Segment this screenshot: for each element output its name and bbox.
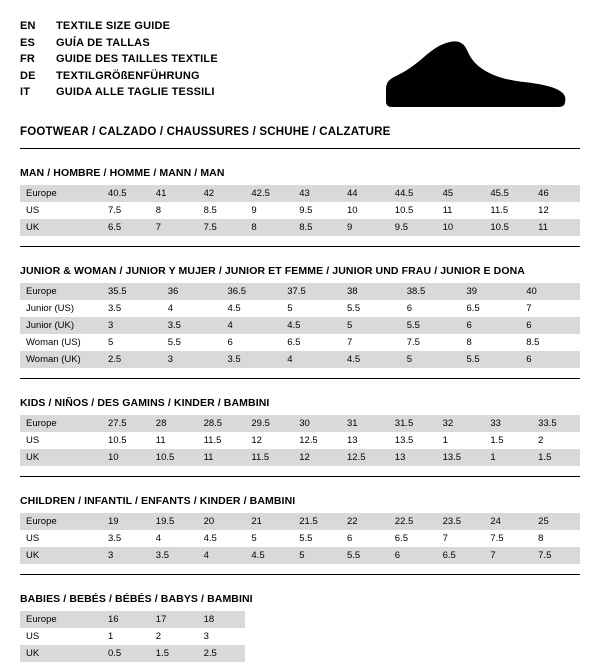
size-cell xyxy=(437,645,485,662)
language-title: GUIDA ALLE TAGLIE TESSILI xyxy=(56,86,215,98)
size-cell: 13.5 xyxy=(394,435,414,446)
size-cell xyxy=(293,645,341,662)
size-cell: 3.5 xyxy=(162,317,222,334)
size-cell: 9.5 xyxy=(299,205,313,216)
size-cell: 13 xyxy=(389,449,437,466)
size-cell: 44 xyxy=(341,185,389,202)
size-cell: 11 xyxy=(155,435,166,446)
table-row xyxy=(20,611,580,628)
size-cell: 7 xyxy=(442,533,448,544)
table-row xyxy=(20,628,580,645)
size-cell: 3 xyxy=(102,317,162,334)
size-cell xyxy=(341,611,389,628)
table-row xyxy=(20,432,580,449)
size-cell: 3.5 xyxy=(108,303,122,314)
size-cell: 4.5 xyxy=(227,303,241,314)
size-cell: 5 xyxy=(401,351,461,368)
size-table xyxy=(20,611,580,662)
row-label: UK xyxy=(20,645,102,662)
size-cell: 4.5 xyxy=(341,351,401,368)
table-row xyxy=(20,185,580,202)
size-cell: 32 xyxy=(437,415,485,432)
size-cell: 11 xyxy=(532,219,580,236)
table-row xyxy=(20,334,580,351)
size-cell: 10.5 xyxy=(484,219,532,236)
size-cell: 7 xyxy=(347,337,353,348)
language-code: DE xyxy=(20,69,36,82)
table-row xyxy=(20,351,580,368)
size-cell: 37.5 xyxy=(281,283,341,300)
row-label: Junior (UK) xyxy=(20,317,102,334)
size-cell: 5.5 xyxy=(167,337,181,348)
size-cell xyxy=(293,628,341,645)
size-cell: 7.5 xyxy=(198,219,246,236)
size-cell xyxy=(389,611,437,628)
size-cell: 2.5 xyxy=(102,351,162,368)
size-cell: 9 xyxy=(341,219,389,236)
size-cell: 6 xyxy=(520,317,580,334)
size-cell: 6.5 xyxy=(102,219,150,236)
size-block-title: MAN / HOMBRE / HOMME / MANN / MAN xyxy=(20,167,225,179)
dress-shoe-icon xyxy=(374,32,574,112)
size-cell: 4 xyxy=(167,303,174,314)
size-block xyxy=(20,167,580,236)
size-cell xyxy=(437,611,485,628)
size-cell: 21.5 xyxy=(293,513,341,530)
size-cell: 11.5 xyxy=(203,435,222,446)
size-block xyxy=(20,593,580,662)
size-cell: 2 xyxy=(155,631,162,642)
table-row xyxy=(20,300,580,317)
size-cell: 39 xyxy=(461,283,521,300)
row-label: Europe xyxy=(20,415,102,432)
size-cell: 8.5 xyxy=(203,205,217,216)
size-cell: 29.5 xyxy=(245,415,293,432)
size-cell xyxy=(437,628,485,645)
size-cell: 5.5 xyxy=(299,533,313,544)
size-cell: 5.5 xyxy=(401,317,461,334)
size-block-title: JUNIOR & WOMAN / JUNIOR Y MUJER / JUNIOR ET FEMME / JUNIOR UND FRAU / JUNIOR E DONA xyxy=(20,265,525,277)
size-cell: 12.5 xyxy=(299,435,318,446)
row-label: UK xyxy=(20,547,102,564)
size-cell: 18 xyxy=(198,611,246,628)
row-label: UK xyxy=(20,219,102,236)
size-cell: 8 xyxy=(155,205,162,216)
size-cell: 25 xyxy=(532,513,580,530)
page-header xyxy=(20,18,580,112)
divider xyxy=(20,148,580,149)
language-row xyxy=(20,18,218,35)
size-cell: 7.5 xyxy=(532,547,580,564)
size-cell: 1.5 xyxy=(150,645,198,662)
size-cell: 5.5 xyxy=(461,351,521,368)
language-title-list xyxy=(20,18,218,101)
footwear-section-heading: FOOTWEAR / CALZADO / CHAUSSURES / SCHUHE / CALZATURE xyxy=(20,126,391,138)
size-cell xyxy=(245,628,293,645)
row-label: Europe xyxy=(20,513,102,530)
size-cell: 33.5 xyxy=(532,415,580,432)
size-cell: 3.5 xyxy=(108,533,122,544)
table-row xyxy=(20,449,580,466)
size-cell: 6 xyxy=(461,317,521,334)
language-code: FR xyxy=(20,53,36,65)
size-block-title: CHILDREN / INFANTIL / ENFANTS / KINDER / BAMBINI xyxy=(20,495,296,507)
size-cell: 7 xyxy=(526,303,532,314)
size-cell: 16 xyxy=(102,611,150,628)
size-cell: 7.5 xyxy=(406,337,420,348)
size-cell: 10.5 xyxy=(394,205,414,216)
size-cell xyxy=(389,645,437,662)
size-cell: 24 xyxy=(484,513,532,530)
size-cell: 10 xyxy=(102,449,150,466)
size-cell: 45.5 xyxy=(484,185,532,202)
size-cell: 4 xyxy=(155,533,162,544)
row-label: Woman (US) xyxy=(26,337,81,348)
size-tables-container xyxy=(20,167,580,662)
size-cell xyxy=(532,628,580,645)
row-label: Europe xyxy=(20,283,102,300)
size-cell: 27.5 xyxy=(102,415,150,432)
size-cell: 23.5 xyxy=(437,513,485,530)
size-table xyxy=(20,415,580,466)
row-label: UK xyxy=(20,449,102,466)
size-cell: 8 xyxy=(538,533,544,544)
size-cell: 3.5 xyxy=(222,351,282,368)
row-label: US xyxy=(26,631,40,642)
size-cell xyxy=(293,611,341,628)
size-cell: 10 xyxy=(437,219,485,236)
size-cell: 4.5 xyxy=(203,533,217,544)
table-row xyxy=(20,547,580,564)
size-cell: 8.5 xyxy=(526,337,540,348)
size-cell: 42.5 xyxy=(245,185,293,202)
size-cell: 1.5 xyxy=(532,449,580,466)
row-label: Europe xyxy=(20,611,102,628)
divider xyxy=(20,378,580,379)
size-cell: 12 xyxy=(293,449,341,466)
size-cell: 17 xyxy=(150,611,198,628)
size-cell: 9 xyxy=(251,205,257,216)
size-cell: 12 xyxy=(538,205,549,216)
size-cell xyxy=(341,628,389,645)
size-cell: 10.5 xyxy=(150,449,198,466)
size-cell: 4 xyxy=(198,547,246,564)
size-cell: 45 xyxy=(437,185,485,202)
table-row xyxy=(20,415,580,432)
size-cell xyxy=(484,628,532,645)
size-cell: 11.5 xyxy=(245,449,293,466)
size-block xyxy=(20,265,580,368)
size-cell: 9.5 xyxy=(389,219,437,236)
size-cell: 21 xyxy=(245,513,293,530)
size-cell: 7.5 xyxy=(108,205,122,216)
size-cell: 5 xyxy=(293,547,341,564)
table-row xyxy=(20,513,580,530)
size-cell: 19.5 xyxy=(150,513,198,530)
size-cell: 4 xyxy=(281,351,341,368)
size-cell: 3 xyxy=(162,351,222,368)
size-cell: 2.5 xyxy=(198,645,246,662)
size-cell: 20 xyxy=(198,513,246,530)
size-cell: 22 xyxy=(341,513,389,530)
row-label: US xyxy=(26,205,40,216)
table-row xyxy=(20,530,580,547)
size-cell: 11 xyxy=(198,449,246,466)
size-cell: 6 xyxy=(227,337,233,348)
size-cell xyxy=(532,611,580,628)
size-cell: 6 xyxy=(520,351,580,368)
size-cell: 35.5 xyxy=(102,283,162,300)
size-cell: 31.5 xyxy=(389,415,437,432)
size-cell: 40 xyxy=(520,283,580,300)
size-cell: 6 xyxy=(346,533,353,544)
language-row xyxy=(20,51,218,68)
table-row xyxy=(20,645,580,662)
language-title: TEXTILE SIZE GUIDE xyxy=(56,20,171,32)
size-cell: 11 xyxy=(442,205,453,216)
size-cell: 28 xyxy=(150,415,198,432)
size-cell: 2 xyxy=(538,435,544,446)
size-table xyxy=(20,185,580,236)
size-cell: 11.5 xyxy=(490,205,509,216)
size-cell: 38.5 xyxy=(401,283,461,300)
row-label: US xyxy=(26,435,40,446)
size-cell: 40.5 xyxy=(102,185,150,202)
size-cell: 5.5 xyxy=(341,547,389,564)
size-cell: 36.5 xyxy=(222,283,282,300)
divider xyxy=(20,574,580,575)
size-cell: 43 xyxy=(293,185,341,202)
size-cell: 8 xyxy=(466,337,472,348)
size-cell xyxy=(484,645,532,662)
language-title: GUIDE DES TAILLES TEXTILE xyxy=(56,53,218,65)
size-cell xyxy=(484,611,532,628)
size-cell: 1 xyxy=(484,449,532,466)
size-cell: 4 xyxy=(222,317,282,334)
size-cell: 3 xyxy=(203,631,209,642)
size-cell: 4.5 xyxy=(281,317,341,334)
size-cell: 4.5 xyxy=(245,547,293,564)
language-row xyxy=(20,84,218,101)
size-cell: 1 xyxy=(442,435,448,446)
language-code: IT xyxy=(20,86,31,98)
size-cell: 6.5 xyxy=(466,303,480,314)
size-cell: 31 xyxy=(341,415,389,432)
size-cell: 7.5 xyxy=(490,533,504,544)
size-cell: 3 xyxy=(102,547,150,564)
size-cell xyxy=(389,628,437,645)
size-table xyxy=(20,513,580,564)
size-cell: 6.5 xyxy=(287,337,301,348)
size-cell: 8.5 xyxy=(293,219,341,236)
size-cell: 42 xyxy=(198,185,246,202)
size-cell: 8 xyxy=(245,219,293,236)
size-cell xyxy=(341,645,389,662)
size-block-title: KIDS / NIÑOS / DES GAMINS / KINDER / BAMBINI xyxy=(20,397,270,409)
size-cell: 13 xyxy=(346,435,358,446)
size-cell: 7 xyxy=(484,547,532,564)
size-cell: 5 xyxy=(341,317,401,334)
language-code: EN xyxy=(20,20,36,32)
size-cell: 12 xyxy=(251,435,262,446)
size-cell: 10 xyxy=(346,205,358,216)
size-block xyxy=(20,495,580,564)
size-cell: 33 xyxy=(484,415,532,432)
size-cell: 5 xyxy=(287,303,293,314)
language-title: TEXTILGRÖßENFÜHRUNG xyxy=(56,69,200,82)
size-cell: 1 xyxy=(108,631,114,642)
row-label: Woman (UK) xyxy=(20,351,102,368)
size-cell: 44.5 xyxy=(389,185,437,202)
language-row xyxy=(20,68,218,85)
table-row xyxy=(20,219,580,236)
size-cell: 7 xyxy=(150,219,198,236)
language-code: ES xyxy=(20,36,36,49)
size-cell: 0.5 xyxy=(102,645,150,662)
divider xyxy=(20,476,580,477)
table-row xyxy=(20,202,580,219)
size-block-title: BABIES / BEBÉS / BÉBÉS / BABYS / BAMBINI xyxy=(20,593,253,605)
size-cell: 36 xyxy=(162,283,222,300)
size-cell: 6.5 xyxy=(437,547,485,564)
size-cell: 3.5 xyxy=(150,547,198,564)
size-cell: 28.5 xyxy=(198,415,246,432)
language-title: GUÍA DE TALLAS xyxy=(56,36,150,49)
size-cell xyxy=(245,611,293,628)
size-cell: 22.5 xyxy=(389,513,437,530)
size-cell: 13.5 xyxy=(437,449,485,466)
table-row xyxy=(20,283,580,300)
size-cell: 19 xyxy=(102,513,150,530)
size-cell: 38 xyxy=(341,283,401,300)
table-row xyxy=(20,317,580,334)
size-cell xyxy=(245,645,293,662)
size-cell: 41 xyxy=(150,185,198,202)
size-cell: 6 xyxy=(406,303,413,314)
size-cell: 10.5 xyxy=(108,435,127,446)
size-cell: 5 xyxy=(108,337,114,348)
size-cell: 46 xyxy=(532,185,580,202)
row-label: Europe xyxy=(20,185,102,202)
size-cell: 12.5 xyxy=(341,449,389,466)
size-table xyxy=(20,283,580,368)
language-row xyxy=(20,35,218,52)
size-cell: 5 xyxy=(251,533,257,544)
size-cell xyxy=(532,645,580,662)
size-cell: 1.5 xyxy=(490,435,504,446)
row-label: US xyxy=(26,533,40,544)
size-cell: 5.5 xyxy=(347,303,361,314)
divider xyxy=(20,246,580,247)
size-cell: 30 xyxy=(293,415,341,432)
row-label: Junior (US) xyxy=(26,303,75,314)
size-cell: 6 xyxy=(389,547,437,564)
size-block xyxy=(20,397,580,466)
size-cell: 6.5 xyxy=(394,533,408,544)
